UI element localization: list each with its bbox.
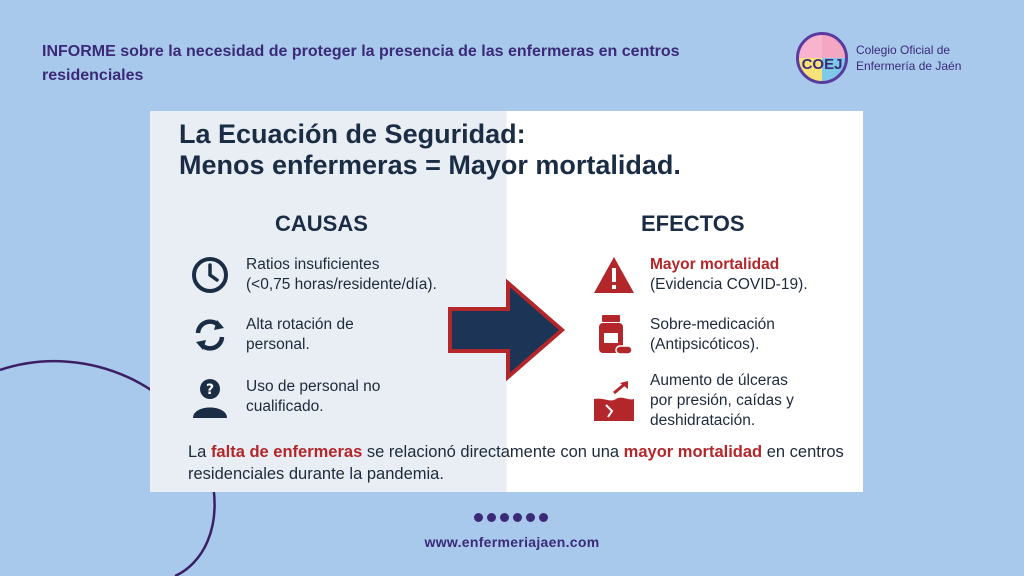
logo-emblem — [796, 32, 848, 84]
dot — [500, 513, 509, 522]
clock-icon — [188, 253, 232, 297]
cause-line: Alta rotación de — [246, 316, 354, 333]
effect-item — [592, 313, 775, 357]
infographic-card — [150, 111, 863, 492]
note-text: La — [188, 443, 211, 461]
effects-heading: EFECTOS — [641, 211, 745, 236]
cause-line: personal. — [246, 336, 310, 353]
page-title: INFORME sobre la necesidad de proteger la presencia de las enfermeras en centros residenciales — [42, 43, 680, 84]
dot — [513, 513, 522, 522]
effect-line: por presión, caídas y — [650, 392, 794, 409]
title-line-1: La Ecuación de Seguridad: — [179, 119, 526, 149]
effect-line: (Evidencia COVID-19). — [650, 276, 808, 293]
infographic-title — [179, 119, 839, 181]
note-text: se relacionó directamente con una — [362, 443, 624, 461]
cause-item — [188, 375, 380, 419]
conclusion-text — [188, 441, 848, 485]
ulcer-icon — [592, 379, 636, 423]
cause-item — [188, 253, 437, 297]
cause-line: Uso de personal no — [246, 378, 381, 395]
logo-mark: COEJ — [801, 56, 843, 73]
dot — [539, 513, 548, 522]
unknown-person-icon — [188, 375, 232, 419]
effect-line: Aumento de úlceras — [650, 372, 788, 389]
note-highlight: mayor mortalidad — [623, 443, 763, 461]
effect-highlight: Mayor mortalidad — [650, 256, 780, 273]
effect-line: (Antipsicóticos). — [650, 336, 760, 353]
website-link[interactable]: www.enfermeriajaen.com — [424, 534, 600, 550]
svg-text:?: ? — [205, 382, 215, 398]
dot — [487, 513, 496, 522]
medication-icon — [592, 313, 636, 357]
cause-item — [188, 313, 354, 357]
effect-item — [592, 253, 808, 297]
title-line-2: Menos enfermeras = Mayor mortalidad. — [179, 150, 681, 180]
dot — [526, 513, 535, 522]
cause-line: (<0,75 horas/residente/día). — [246, 276, 437, 293]
warning-icon — [592, 253, 636, 297]
logo-caption — [856, 42, 961, 74]
logo-line-1: Colegio Oficial de — [856, 43, 951, 57]
effect-item — [592, 371, 794, 431]
causes-heading: CAUSAS — [275, 211, 368, 236]
effect-line: deshidratación. — [650, 412, 756, 429]
cause-line: Ratios insuficientes — [246, 256, 380, 273]
arrow-icon — [446, 279, 566, 381]
pagination-dots — [474, 513, 548, 522]
coej-logo[interactable] — [796, 30, 996, 86]
rotation-icon — [188, 313, 232, 357]
note-text: en centros residenciales durante la pandemia. — [188, 443, 844, 483]
cause-line: cualificado. — [246, 398, 324, 415]
note-highlight: falta de enfermeras — [210, 443, 363, 461]
effect-line: Sobre-medicación — [650, 316, 775, 333]
dot — [474, 513, 483, 522]
logo-line-2: Enfermería de Jaén — [856, 59, 962, 73]
